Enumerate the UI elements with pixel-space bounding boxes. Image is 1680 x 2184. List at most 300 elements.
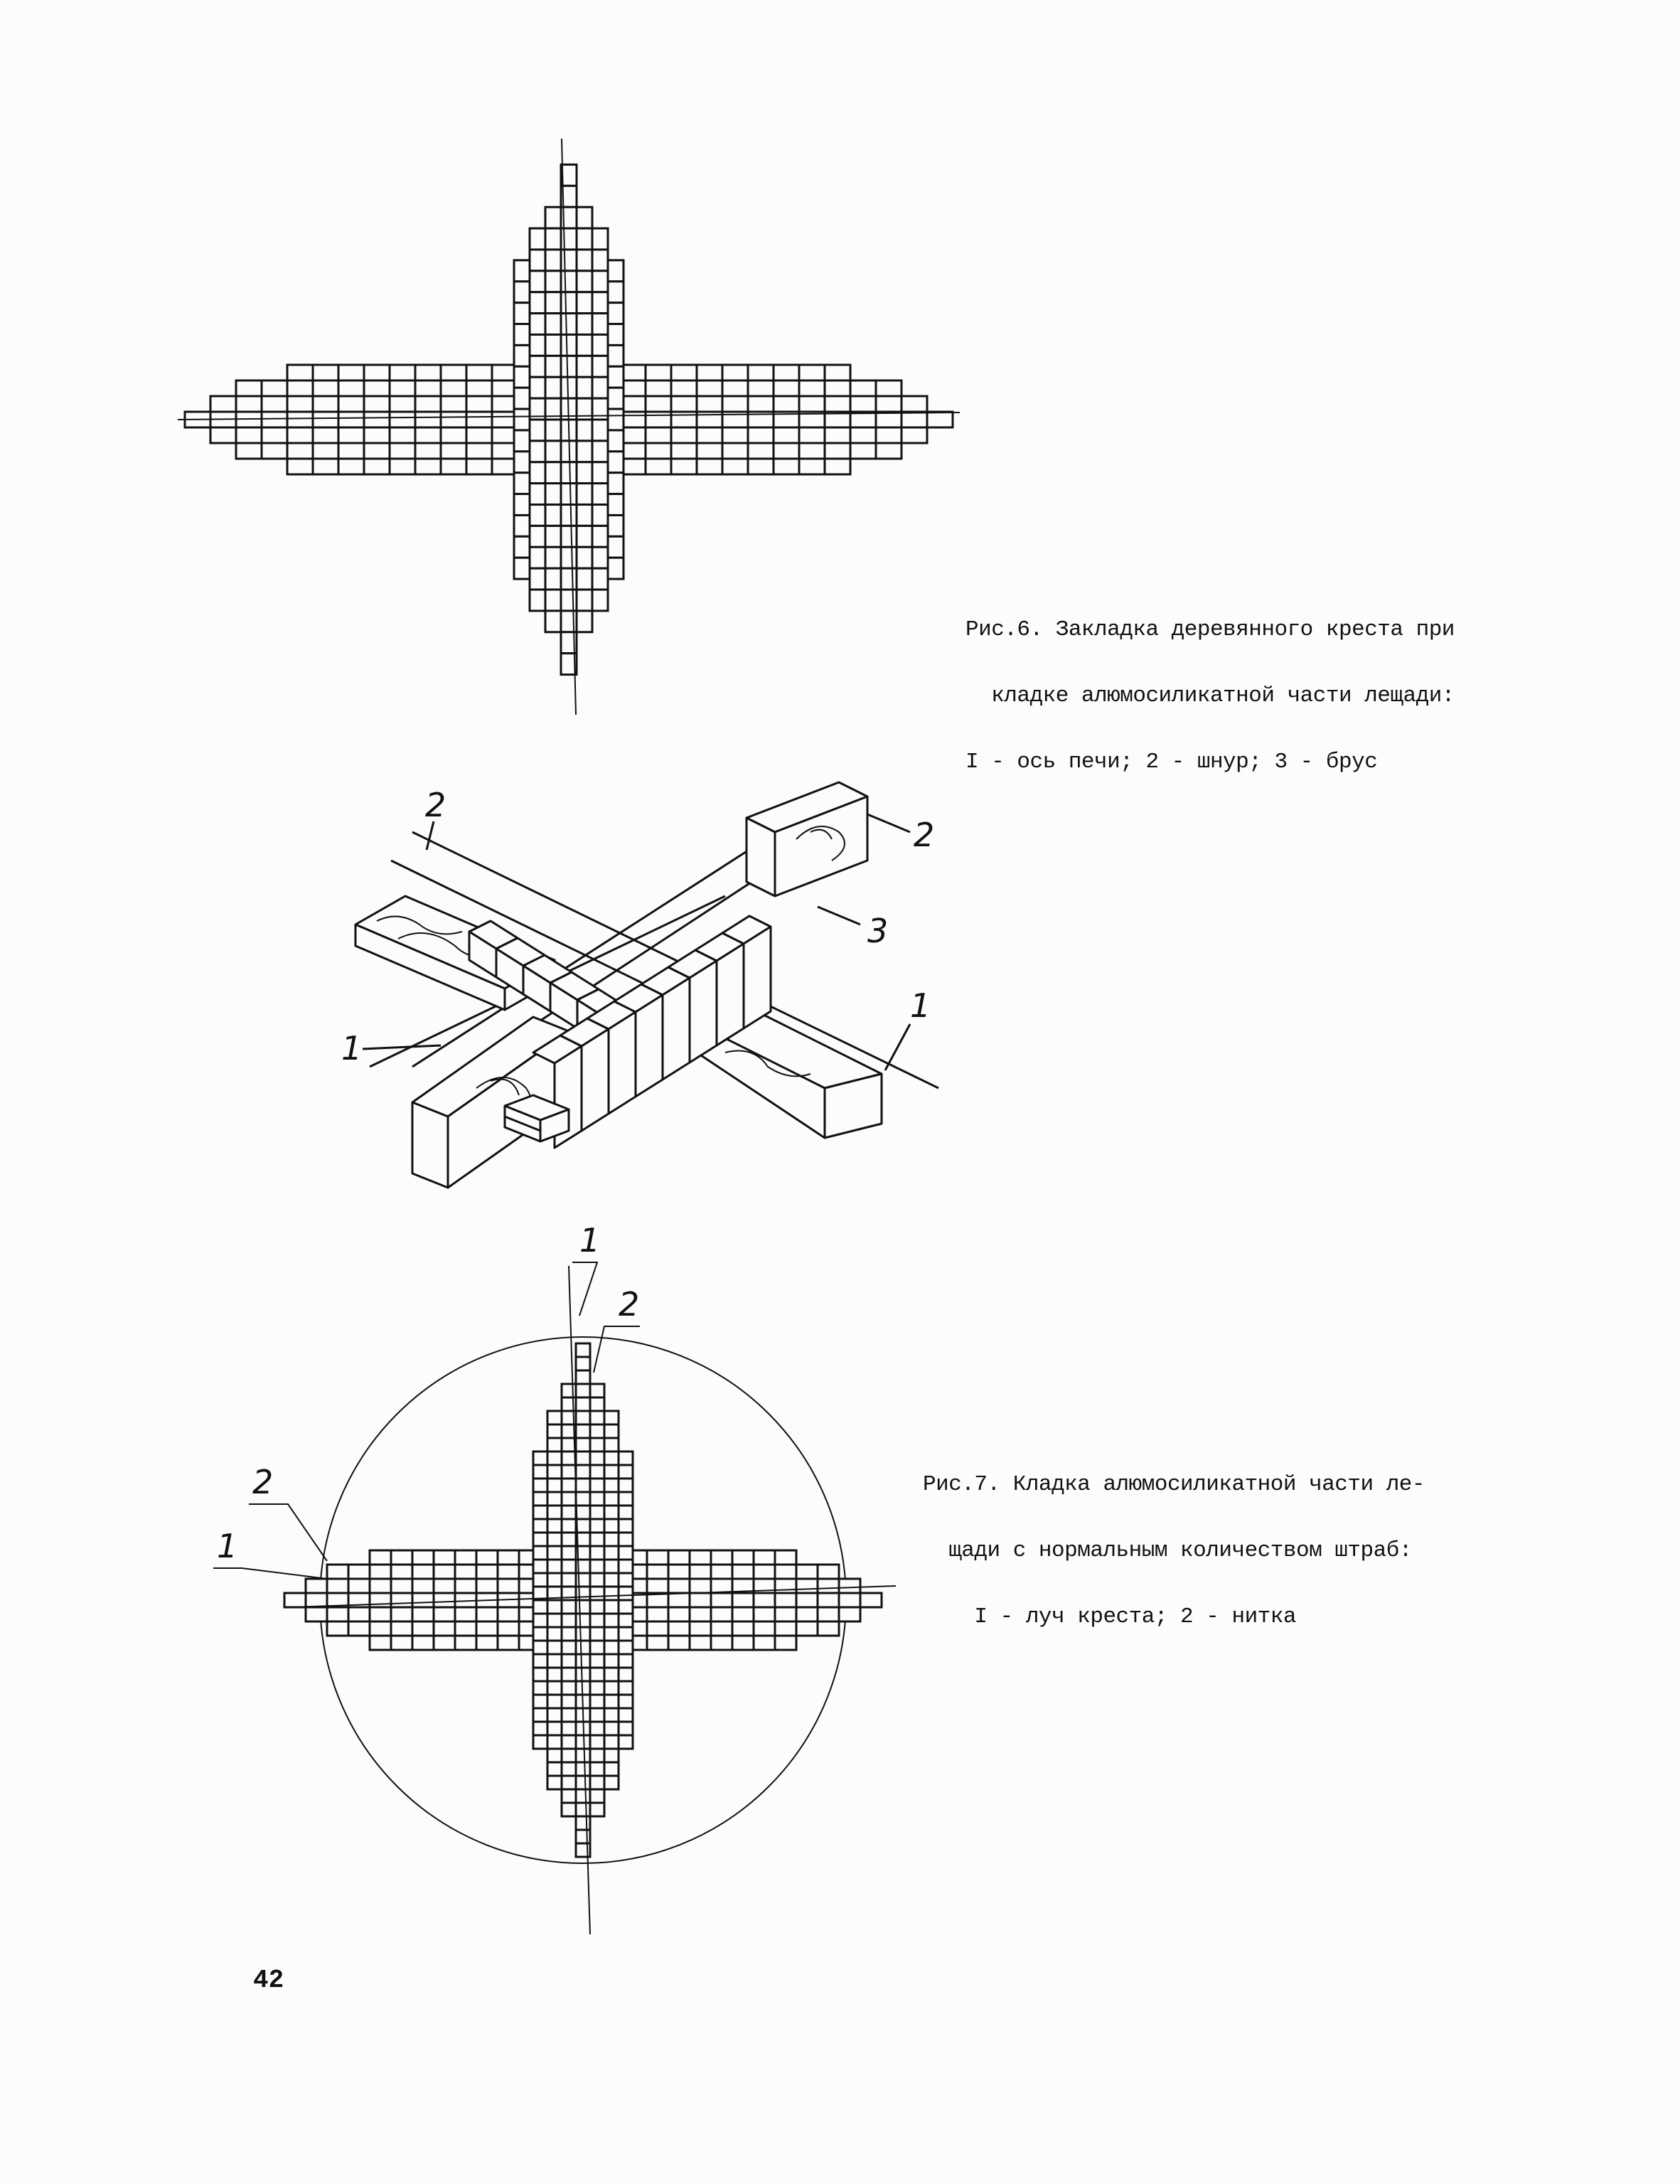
hearth-vertical-brick [547,1776,562,1789]
hearth-vertical-brick [590,1695,604,1708]
cross-vertical-brick [577,462,592,484]
hearth-horizontal-brick [434,1593,455,1607]
cross-horizontal-brick [390,459,415,474]
hearth-vertical-brick [533,1451,547,1465]
cross-vertical-brick [561,271,577,292]
hearth-vertical-brick [533,1506,547,1519]
cross-horizontal-brick [722,427,748,443]
hearth-vertical-brick [562,1492,576,1506]
hearth-vertical-brick [576,1789,590,1803]
hearth-vertical-brick [604,1681,619,1695]
cross-vertical-brick [514,452,530,473]
cross-horizontal-brick [671,427,697,443]
hearth-horizontal-brick [476,1579,498,1593]
hearth-vertical-brick [590,1519,604,1533]
hearth-vertical-brick [547,1735,562,1749]
cross-vertical-brick [530,462,545,484]
cross-horizontal-brick [774,427,799,443]
cross-vertical-brick [592,250,608,271]
hearth-vertical-brick [619,1654,633,1668]
hearth-vertical-brick [533,1492,547,1506]
cross-vertical-brick [545,250,561,271]
hearth-vertical-brick [562,1789,576,1803]
hearth-vertical-brick [619,1546,633,1560]
cross-vertical-brick [545,207,561,228]
hearth-vertical-brick [590,1654,604,1668]
cross-horizontal-brick [901,427,927,443]
hearth-vertical-brick [604,1722,619,1735]
figure-7-caption-line-1: Рис.7. Кладка алюмосиликатной части ле- [923,1472,1425,1497]
cross-horizontal-brick [287,459,313,474]
cross-vertical-brick [545,547,561,568]
hearth-vertical-brick [619,1614,633,1627]
hearth-horizontal-brick [796,1593,818,1607]
hearth-horizontal-brick [434,1579,455,1593]
cross-horizontal-brick [364,412,390,427]
hearth-vertical-brick [547,1614,562,1627]
cross-vertical-brick [514,388,530,409]
hearth-vertical-brick [590,1573,604,1587]
hearth-horizontal-brick [434,1565,455,1579]
cross-horizontal-brick [646,427,671,443]
cross-horizontal-brick [799,365,825,380]
cross-vertical-brick [514,345,530,366]
hearth-vertical-brick [619,1722,633,1735]
cross-horizontal-brick [364,380,390,396]
hearth-vertical-brick [562,1519,576,1533]
hearth-vertical-brick [562,1735,576,1749]
hearth-vertical-brick [604,1587,619,1600]
cross-horizontal-brick [313,365,338,380]
hearth-horizontal-brick [434,1607,455,1621]
hearth-vertical-brick [562,1803,576,1816]
hearth-vertical-brick [576,1803,590,1816]
hearth-vertical-brick [576,1465,590,1479]
label-2-cord-left: 2 [425,786,446,824]
cross-vertical-brick [608,366,624,388]
hearth-horizontal-brick [732,1565,754,1579]
hearth-horizontal-brick [412,1636,434,1650]
cross-horizontal-brick [646,396,671,412]
cross-vertical-brick [561,462,577,484]
cross-vertical-brick [592,526,608,547]
hearth-vertical-brick [562,1708,576,1722]
hearth-horizontal-brick [476,1565,498,1579]
hearth-horizontal-brick [668,1593,690,1607]
hearth-horizontal-brick [391,1607,412,1621]
cross-horizontal-brick [390,380,415,396]
iso-brick-front [690,961,717,1062]
cross-horizontal-brick [671,412,697,427]
hearth-horizontal-brick [647,1636,668,1650]
hearth-vertical-brick [619,1600,633,1614]
hearth-horizontal-brick [647,1550,668,1565]
cross-vertical-brick [608,452,624,473]
iso-brick-front [663,978,690,1080]
hearth-vertical-brick [562,1749,576,1762]
hearth-vertical-brick [604,1492,619,1506]
hearth-horizontal-brick [327,1579,348,1593]
hearth-horizontal-brick [775,1550,796,1565]
hearth-vertical-brick [590,1424,604,1438]
cross-horizontal-brick [262,380,287,396]
hearth-vertical-brick [533,1654,547,1668]
hearth-horizontal-brick [690,1565,711,1579]
figure-6-caption [965,575,1455,817]
hearth-horizontal-brick [455,1621,476,1636]
hearth-horizontal-brick [412,1550,434,1565]
cross-vertical-brick [577,590,592,611]
cross-horizontal-brick [927,412,953,427]
cross-horizontal-brick [671,459,697,474]
cross-vertical-brick [608,303,624,324]
hearth-horizontal-brick [370,1621,391,1636]
hearth-vertical-brick [547,1627,562,1641]
hearth-vertical-brick [562,1776,576,1789]
cross-horizontal-brick [722,380,748,396]
hearth-horizontal-brick [818,1621,839,1636]
hearth-vertical-brick [547,1519,562,1533]
cross-horizontal-brick [748,380,774,396]
cross-horizontal-brick [799,380,825,396]
cross-horizontal-brick [338,396,364,412]
hearth-vertical-brick [590,1560,604,1573]
cross-horizontal-brick [876,412,901,427]
cross-vertical-brick [514,260,530,282]
hearth-horizontal-brick [647,1621,668,1636]
hearth-vertical-brick [619,1708,633,1722]
hearth-vertical-brick [619,1519,633,1533]
hearth-horizontal-brick [498,1565,519,1579]
figure-6-caption-line-1: Рис.6. Закладка деревянного креста при [965,617,1455,642]
hearth-horizontal-brick [391,1636,412,1650]
cross-vertical-brick [530,271,545,292]
iso-brick-front [717,944,744,1045]
hearth-horizontal-brick [498,1579,519,1593]
hearth-vertical-brick [576,1357,590,1370]
hearth-horizontal-brick [796,1579,818,1593]
hearth-vertical-brick [590,1479,604,1492]
cross-vertical-brick [592,271,608,292]
cross-vertical-brick [514,558,530,579]
cross-vertical-brick [561,547,577,568]
hearth-vertical-brick [619,1465,633,1479]
hearth-horizontal-brick [412,1593,434,1607]
hearth-vertical-brick [590,1627,604,1641]
hearth-vertical-brick [562,1451,576,1465]
cross-horizontal-brick [646,365,671,380]
hearth-vertical-brick [533,1681,547,1695]
cross-horizontal-brick [262,443,287,459]
cross-vertical-brick [608,430,624,452]
hearth-vertical-brick [604,1411,619,1424]
cross-vertical-brick [545,377,561,398]
hearth-vertical-brick [604,1560,619,1573]
hearth-horizontal-brick [711,1636,732,1650]
cross-horizontal-brick [390,412,415,427]
hearth-vertical-brick [547,1762,562,1776]
cross-horizontal-brick [262,412,287,427]
cross-horizontal-brick [313,380,338,396]
cross-vertical-brick [514,536,530,558]
hearth-vertical-brick [590,1384,604,1397]
hearth-horizontal-brick [434,1621,455,1636]
hearth-horizontal-brick [647,1579,668,1593]
hearth-vertical-brick [590,1749,604,1762]
hearth-vertical-brick [604,1506,619,1519]
hearth-vertical-brick [576,1411,590,1424]
hearth-horizontal-brick [754,1636,775,1650]
cross-horizontal-brick [466,365,492,380]
hearth-horizontal-brick [455,1579,476,1593]
cross-horizontal-brick [774,396,799,412]
cross-horizontal-brick [236,427,262,443]
hearth-horizontal-brick [839,1593,860,1607]
hearth-vertical-brick [547,1465,562,1479]
hearth-vertical-brick [576,1668,590,1681]
hearth-vertical-brick [590,1681,604,1695]
hearth-vertical-brick [533,1614,547,1627]
hearth-horizontal-brick [306,1607,327,1621]
cross-vertical-brick [514,324,530,346]
cross-vertical-brick [592,356,608,377]
hearth-vertical-brick [590,1411,604,1424]
hearth-vertical-brick [533,1519,547,1533]
cross-vertical-brick [577,568,592,590]
cross-horizontal-brick [338,365,364,380]
hearth-horizontal-brick [775,1621,796,1636]
hearth-horizontal-brick [754,1607,775,1621]
hearth-horizontal-brick [732,1550,754,1565]
hearth-horizontal-brick [796,1565,818,1579]
hearth-vertical-brick [576,1384,590,1397]
cross-horizontal-brick [748,396,774,412]
leader-2-top [594,1326,640,1373]
cross-horizontal-brick [850,443,876,459]
hearth-horizontal-brick [370,1607,391,1621]
hearth-vertical-brick [547,1600,562,1614]
cross-horizontal-brick [697,443,722,459]
cross-horizontal-brick [799,443,825,459]
cross-horizontal-brick [364,459,390,474]
hearth-horizontal-brick [412,1621,434,1636]
hearth-horizontal-brick [839,1607,860,1621]
cross-horizontal-brick [415,365,441,380]
cross-vertical-brick [530,334,545,356]
hearth-horizontal-brick [306,1579,327,1593]
cross-horizontal-brick [466,396,492,412]
cross-vertical-brick [545,526,561,547]
cross-horizontal-brick [748,365,774,380]
cross-horizontal-brick [671,380,697,396]
hearth-vertical-brick [562,1479,576,1492]
cross-horizontal-brick [850,396,876,412]
hearth-vertical-brick [562,1641,576,1654]
cross-horizontal-brick [697,365,722,380]
hearth-vertical-brick [576,1614,590,1627]
cross-vertical-brick [545,334,561,356]
hearth-horizontal-brick [818,1607,839,1621]
hearth-horizontal-brick [348,1621,370,1636]
cross-horizontal-brick [441,396,466,412]
cross-horizontal-brick [850,380,876,396]
hearth-horizontal-brick [775,1579,796,1593]
cross-horizontal-brick [825,443,850,459]
hearth-horizontal-brick [754,1621,775,1636]
hearth-horizontal-brick [391,1621,412,1636]
hearth-horizontal-brick [412,1565,434,1579]
cross-vertical-brick [514,409,530,430]
hearth-horizontal-brick [668,1636,690,1650]
hearth-horizontal-brick [668,1621,690,1636]
hearth-vertical-brick [604,1641,619,1654]
hearth-vertical-brick [533,1627,547,1641]
hearth-horizontal-brick [284,1593,306,1607]
hearth-horizontal-brick [754,1550,775,1565]
hearth-vertical-brick [604,1600,619,1614]
cross-horizontal-brick [415,443,441,459]
hearth-vertical-brick [590,1614,604,1627]
cross-vertical-brick [592,590,608,611]
cross-vertical-brick [530,526,545,547]
hearth-vertical-brick [619,1451,633,1465]
hearth-horizontal-brick [647,1565,668,1579]
hearth-horizontal-brick [711,1621,732,1636]
cross-horizontal-brick [466,443,492,459]
hearth-vertical-brick [562,1762,576,1776]
cross-vertical-brick [608,536,624,558]
cross-horizontal-brick [313,396,338,412]
cross-horizontal-brick [313,427,338,443]
hearth-horizontal-brick [732,1636,754,1650]
cross-horizontal-brick [876,427,901,443]
cross-horizontal-brick [748,459,774,474]
hearth-vertical-brick [604,1749,619,1762]
hearth-horizontal-brick [818,1579,839,1593]
figure-isometric-wooden-cross [299,754,981,1209]
cross-horizontal-brick [646,412,671,427]
hearth-horizontal-brick [476,1636,498,1650]
hearth-vertical-brick [547,1668,562,1681]
hearth-vertical-brick [576,1735,590,1749]
hearth-vertical-brick [604,1776,619,1789]
cross-vertical-brick [545,228,561,250]
cross-vertical-brick [592,292,608,314]
cross-horizontal-brick [646,380,671,396]
cross-horizontal-brick [415,396,441,412]
cross-vertical-brick [530,441,545,462]
hearth-vertical-brick [547,1411,562,1424]
cross-vertical-brick [608,324,624,346]
hearth-vertical-brick [590,1438,604,1451]
hearth-vertical-brick [562,1384,576,1397]
cross-vertical-brick [592,484,608,505]
hearth-vertical-brick [533,1735,547,1749]
hearth-vertical-brick [604,1479,619,1492]
hearth-horizontal-brick [476,1621,498,1636]
iso-brick-front [609,1012,636,1114]
cross-horizontal-brick [262,427,287,443]
hearth-vertical-brick [576,1424,590,1438]
cross-horizontal-brick [774,380,799,396]
cross-horizontal-brick [364,365,390,380]
hearth-vertical-brick [562,1722,576,1735]
hearth-horizontal-brick [690,1550,711,1565]
cross-vertical-brick [545,462,561,484]
label-1-ray-left: 1 [217,1527,238,1565]
hearth-vertical-brick [533,1668,547,1681]
cross-vertical-brick [545,568,561,590]
cross-vertical-brick [545,356,561,377]
hearth-horizontal-brick [711,1550,732,1565]
hearth-vertical-brick [604,1573,619,1587]
hearth-vertical-brick [604,1735,619,1749]
hearth-horizontal-brick [796,1621,818,1636]
hearth-horizontal-brick [668,1579,690,1593]
cross-horizontal-brick [876,396,901,412]
hearth-vertical-brick [619,1627,633,1641]
cross-vertical-brick [530,377,545,398]
cross-vertical-brick [577,611,592,632]
cross-horizontal-brick [774,365,799,380]
hearth-vertical-brick [562,1546,576,1560]
hearth-vertical-brick [533,1533,547,1546]
hearth-vertical-brick [576,1749,590,1762]
cross-horizontal-brick [799,396,825,412]
cross-vertical-brick [592,568,608,590]
hearth-horizontal-brick [775,1607,796,1621]
cross-vertical-brick [608,409,624,430]
hearth-vertical-brick [547,1573,562,1587]
hearth-vertical-brick [562,1465,576,1479]
cross-vertical-brick [592,420,608,441]
hearth-horizontal-brick [775,1636,796,1650]
hearth-vertical-brick [547,1722,562,1735]
hearth-vertical-brick [604,1708,619,1722]
cross-vertical-brick [514,473,530,494]
hearth-vertical-brick [619,1641,633,1654]
hearth-vertical-brick [604,1654,619,1668]
cross-vertical-brick [514,430,530,452]
hearth-horizontal-brick [732,1593,754,1607]
cross-horizontal-brick [441,459,466,474]
cross-horizontal-brick [748,443,774,459]
hearth-horizontal-brick [754,1565,775,1579]
figure-7-caption-line-2: щади с нормальным количеством штраб: [923,1538,1412,1563]
hearth-vertical-brick [619,1506,633,1519]
hearth-vertical-brick [576,1343,590,1357]
hearth-vertical-brick [590,1789,604,1803]
hearth-horizontal-brick [370,1565,391,1579]
cross-vertical-brick [577,377,592,398]
cross-horizontal-brick [799,427,825,443]
hearth-vertical-brick [576,1438,590,1451]
hearth-vertical-brick [533,1479,547,1492]
label-1-ray-top: 1 [579,1223,601,1259]
hearth-horizontal-brick [455,1550,476,1565]
hearth-horizontal-brick [690,1621,711,1636]
hearth-vertical-brick [547,1438,562,1451]
hearth-vertical-brick [533,1573,547,1587]
cross-vertical-brick [608,260,624,282]
hearth-vertical-brick [576,1492,590,1506]
cross-horizontal-brick [338,427,364,443]
hearth-vertical-brick [590,1600,604,1614]
hearth-horizontal-brick [348,1579,370,1593]
hearth-vertical-brick [562,1614,576,1627]
hearth-horizontal-brick [754,1593,775,1607]
cross-horizontal-brick [287,412,313,427]
